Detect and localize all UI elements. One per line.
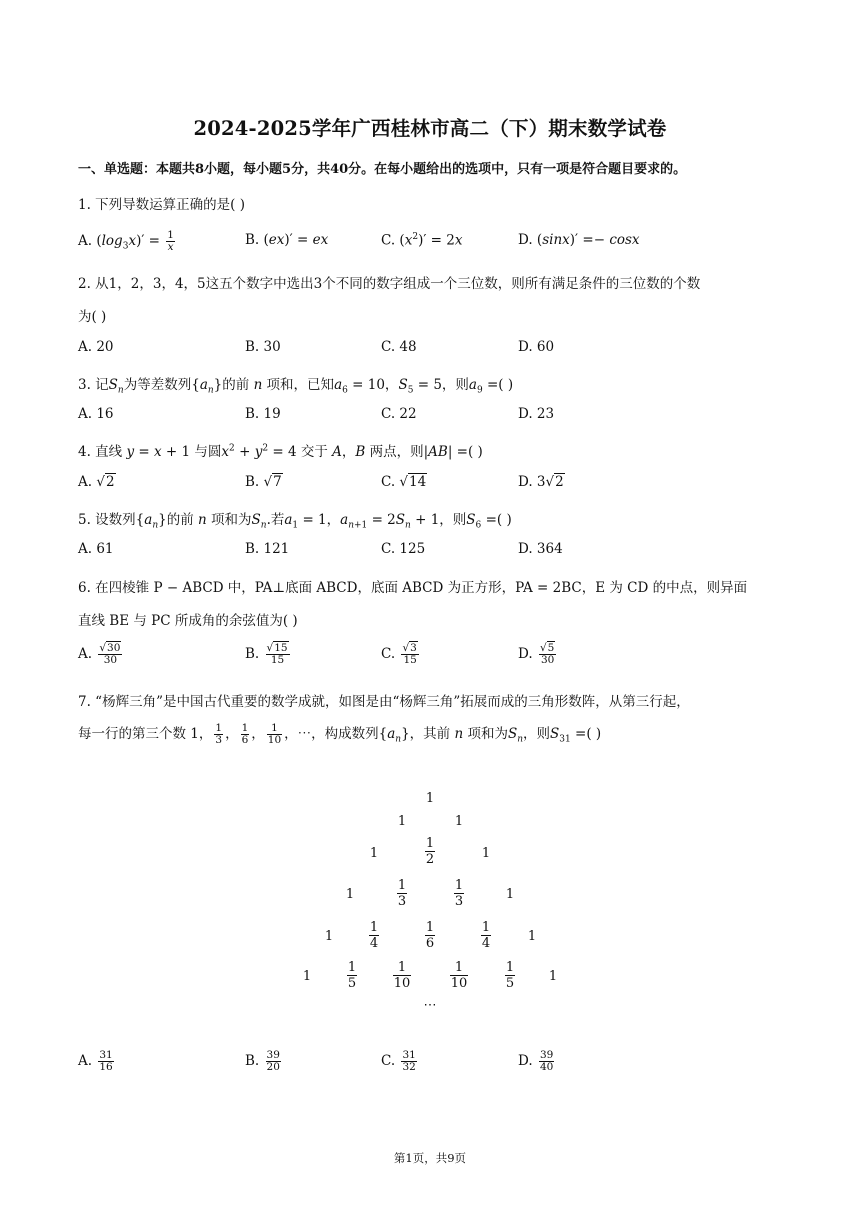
question-3-stem: 3. 记$S_n$为等差数列$\{a_n\}$的前 n 项和，已知$a_6 = 10$，$S_5 = 5$，则$a_9$ =( ): [78, 377, 514, 396]
triangle-cell: $\frac{1}{4}$: [481, 920, 491, 951]
question-6-option-c: C. $\frac{√3}{15}$: [381, 642, 417, 666]
triangle-cell: $\frac{1}{4}$: [369, 920, 379, 951]
question-2-option-c: C. 48: [381, 339, 417, 355]
question-4-option-c: C. √14: [381, 474, 427, 490]
question-3-option-c: C. 22: [381, 406, 417, 422]
triangle-cell: 1: [397, 814, 407, 829]
triangle-cell: 1: [369, 846, 379, 861]
question-6-option-d: D. $\frac{√5}{30}$: [518, 642, 555, 666]
question-3-option-b: B. 19: [245, 406, 281, 422]
triangle-cell: 1: [324, 929, 334, 944]
question-6-option-b: B. $\frac{√15}{15}$: [245, 642, 288, 666]
question-5-option-c: C. 125: [381, 541, 426, 557]
page-footer: 第1页，共9页: [393, 1151, 467, 1165]
triangle-cell: $\frac{1}{5}$: [505, 960, 515, 991]
triangle-cell: $\frac{1}{5}$: [347, 960, 357, 991]
question-4-option-b: B. √7: [245, 474, 282, 490]
question-2-option-b: B. 30: [245, 339, 281, 355]
triangle-cell: 1: [345, 887, 355, 902]
question-1-stem: 1. 下列导数运算正确的是( ): [78, 197, 245, 213]
question-2-option-d: D. 60: [518, 339, 555, 355]
triangle-ellipsis: ⋯: [423, 998, 437, 1013]
triangle-cell: 1: [505, 887, 515, 902]
question-5-stem: 5. 设数列$\{a_n\}$的前 n 项和为$S_n$.若$a_1 = 1$，$a_{n+1} = 2S_n + 1$，则$S_6$ =( ): [78, 512, 512, 531]
question-4-stem: 4. 直线 y = x + 1 与圆$x^2 + y^2 = 4$ 交于 A，B 两点，则|AB| =( ): [78, 443, 483, 460]
question-1-option-b: B. (ex)′ = ex: [245, 232, 329, 248]
section-heading: 一、单选题：本题共8小题，每小题5分，共40分。在每小题给出的选项中，只有一项是符合题目要求的。: [78, 162, 687, 177]
question-5-option-a: A. 61: [78, 541, 114, 557]
question-7-stem: 7. “杨辉三角”是中国古代重要的数学成就，如图是由“杨辉三角”拓展而成的三角形数阵，从第三行起，: [78, 694, 690, 710]
question-2-stem: 2. 从1，2，3，4，5这五个数字中选出3个不同的数字组成一个三位数，则所有满足条件的三位数的个数: [78, 276, 701, 292]
question-6-stem-cont: 直线 BE 与 PC 所成角的余弦值为( ): [78, 613, 298, 629]
question-7-option-c: C. $\frac{31}{32}$: [381, 1049, 416, 1073]
question-1-option-d: D. (sinx)′ =− cosx: [518, 232, 640, 248]
question-5-option-d: D. 364: [518, 541, 563, 557]
triangle-cell: 1: [302, 969, 312, 984]
triangle-cell: 1: [527, 929, 537, 944]
question-6-stem: 6. 在四棱锥 P − ABCD 中，PA⊥底面 ABCD，底面 ABCD 为正方形，PA = 2BC，E 为 CD 的中点，则异面: [78, 580, 748, 596]
triangle-cell: $\frac{1}{10}$: [450, 960, 468, 991]
triangle-cell: 1: [425, 791, 435, 806]
triangle-cell: $\frac{1}{3}$: [397, 878, 407, 909]
question-7-option-d: D. $\frac{39}{40}$: [518, 1049, 554, 1073]
triangle-cell: 1: [481, 846, 491, 861]
question-5-option-b: B. 121: [245, 541, 290, 557]
triangle-cell: 1: [454, 814, 464, 829]
question-7-option-a: A. $\frac{31}{16}$: [78, 1049, 113, 1073]
triangle-cell: $\frac{1}{10}$: [393, 960, 411, 991]
triangle-cell: $\frac{1}{2}$: [425, 836, 435, 867]
question-3-option-d: D. 23: [518, 406, 555, 422]
question-4-option-a: A. √2: [78, 474, 115, 490]
question-1-option-c: C. $(x^2)' = 2x$: [381, 232, 463, 249]
triangle-cell: 1: [548, 969, 558, 984]
question-1-option-a: A. $(\log_3x)'$ = $\frac{1}{x}$: [78, 229, 174, 253]
question-7-stem-cont: 每一行的第三个数 1， $\frac{1}{3}$ ， $\frac{1}{6}$ ， $\frac{1}{10}$ ，⋯，构成数列$\{a_n\}$，其前 n 项和为$S_n$，则$S_{31}$ =( ): [78, 722, 602, 746]
question-2-stem-cont: 为( ): [78, 309, 107, 325]
page-title: 2024-2025学年广西桂林市高二（下）期末数学试卷: [193, 117, 667, 140]
triangle-cell: $\frac{1}{3}$: [454, 878, 464, 909]
question-4-option-d: D. 3√2: [518, 474, 564, 490]
triangle-cell: $\frac{1}{6}$: [425, 920, 435, 951]
question-6-option-a: A. $\frac{√30}{30}$: [78, 642, 121, 666]
question-3-option-a: A. 16: [78, 406, 114, 422]
question-7-option-b: B. $\frac{39}{20}$: [245, 1049, 280, 1073]
question-2-option-a: A. 20: [78, 339, 114, 355]
